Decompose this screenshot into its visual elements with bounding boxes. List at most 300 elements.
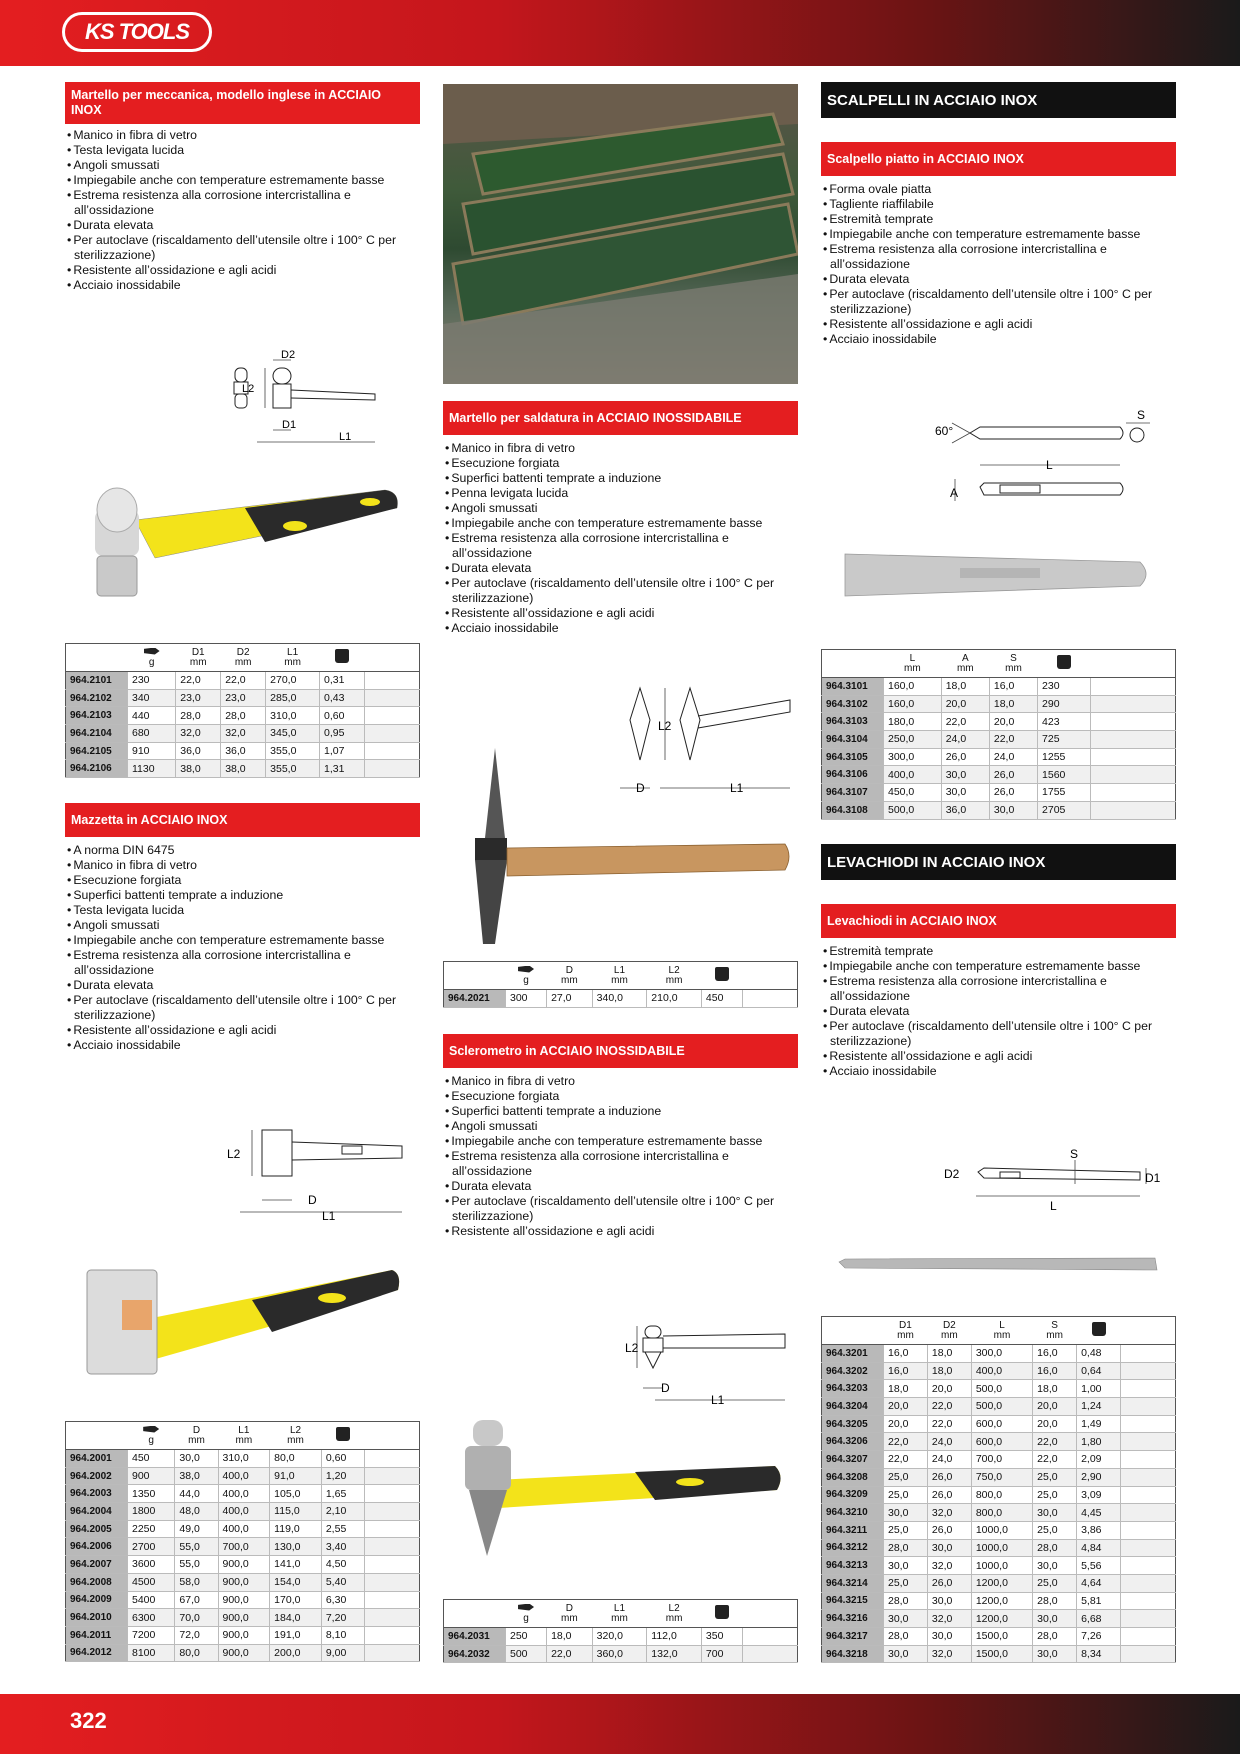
dim-label-l1: L1 (730, 781, 744, 795)
table-row (66, 725, 420, 743)
empty-cell (1121, 1345, 1176, 1363)
table-cell: 320,0 (592, 1628, 647, 1646)
table-cell: 30,0 (1033, 1557, 1077, 1575)
table-cell: 32,0 (221, 725, 266, 743)
col-d1: D1 mm (884, 1317, 928, 1345)
table-cell: 725 (1038, 731, 1091, 749)
table-cell: 22,0 (1033, 1433, 1077, 1451)
table-cell: 210,0 (647, 990, 702, 1008)
table-cell: 7,20 (321, 1609, 364, 1627)
table-cell: 1,80 (1077, 1433, 1121, 1451)
feature-item: • Penna levigata lucida (443, 486, 798, 501)
article-code: 964.2101 (66, 672, 128, 690)
table-cell: 900,0 (218, 1591, 270, 1609)
table-cell: 9,00 (321, 1644, 364, 1662)
article-code: 964.3206 (822, 1433, 884, 1451)
empty-cell (1121, 1468, 1176, 1486)
table-cell: 105,0 (270, 1485, 322, 1503)
article-code: 964.2002 (66, 1467, 128, 1485)
table-cell: 20,0 (884, 1415, 928, 1433)
col-l2: L2 mm (270, 1422, 322, 1450)
article-code: 964.3105 (822, 748, 884, 766)
dim-label-l: L (1050, 1199, 1057, 1213)
table-cell: 26,0 (927, 1521, 971, 1539)
table-cell: 310,0 (266, 707, 320, 725)
table-cell: 5,81 (1077, 1592, 1121, 1610)
article-code: 964.2003 (66, 1485, 128, 1503)
empty-cell (365, 1467, 420, 1485)
table-cell: 22,0 (221, 672, 266, 690)
table-cell: 1200,0 (971, 1592, 1032, 1610)
feature-item: • Acciaio inossidabile (443, 621, 798, 636)
table-cell: 28,0 (176, 707, 221, 725)
page-number: 322 (70, 1708, 107, 1733)
table-row (66, 1485, 420, 1503)
empty-cell (1121, 1557, 1176, 1575)
table-cell: 750,0 (971, 1468, 1032, 1486)
table-cell: 18,0 (927, 1345, 971, 1363)
table-row (822, 731, 1176, 749)
article-code: 964.3216 (822, 1610, 884, 1628)
empty-cell (1091, 766, 1176, 784)
col-l2: L2 mm (647, 1600, 702, 1628)
table-cell: 4500 (128, 1573, 175, 1591)
table-row (822, 1451, 1176, 1469)
table-cell: 32,0 (927, 1557, 971, 1575)
table-cell: 0,43 (320, 689, 365, 707)
article-code: 964.2102 (66, 689, 128, 707)
table-cell: 600,0 (971, 1415, 1032, 1433)
table-cell: 2,09 (1077, 1451, 1121, 1469)
article-code: 964.3104 (822, 731, 884, 749)
table-cell: 72,0 (175, 1626, 218, 1644)
table-cell: 22,0 (884, 1451, 928, 1469)
table-cell: 1255 (1038, 748, 1091, 766)
empty-cell (365, 725, 420, 743)
table-row (822, 801, 1176, 819)
table-cell: 1200,0 (971, 1574, 1032, 1592)
table-cell: 1000,0 (971, 1539, 1032, 1557)
empty-cell (1091, 801, 1176, 819)
table-cell: 18,0 (547, 1628, 593, 1646)
chisel-dimension-drawing (930, 405, 1200, 515)
table-cell: 154,0 (270, 1573, 322, 1591)
table-cell: 22,0 (1033, 1451, 1077, 1469)
table-row (822, 1539, 1176, 1557)
empty-cell (1091, 748, 1176, 766)
empty-cell (365, 1626, 420, 1644)
table-cell: 30,0 (1033, 1504, 1077, 1522)
table-cell: 1,24 (1077, 1398, 1121, 1416)
empty-cell (1121, 1592, 1176, 1610)
article-code: 964.3203 (822, 1380, 884, 1398)
article-code: 964.2032 (444, 1645, 506, 1663)
sclerometer-dimension-drawing (625, 1318, 795, 1408)
table-cell: 600,0 (971, 1433, 1032, 1451)
table-cell: 115,0 (270, 1503, 322, 1521)
table-cell: 7,26 (1077, 1628, 1121, 1646)
dim-label-d2: D2 (281, 350, 296, 361)
table-cell: 112,0 (647, 1628, 702, 1646)
empty-cell (1121, 1415, 1176, 1433)
table-cell: 24,0 (927, 1433, 971, 1451)
table-cell: 32,0 (927, 1645, 971, 1663)
table-cell: 3600 (128, 1556, 175, 1574)
table-row (822, 1610, 1176, 1628)
dim-label-l2: L2 (227, 1147, 241, 1161)
table-cell: 24,0 (927, 1451, 971, 1469)
empty-cell (365, 760, 420, 778)
table-row (66, 1503, 420, 1521)
table-cell: 16,0 (1033, 1345, 1077, 1363)
feature-list (443, 1068, 798, 1239)
col-l1: L1 mm (592, 962, 647, 990)
weight-arrow-icon (143, 1426, 159, 1433)
table-cell: 30,0 (1033, 1610, 1077, 1628)
table-cell: 18,0 (927, 1362, 971, 1380)
empty-cell (365, 1520, 420, 1538)
dim-label-l2: L2 (242, 383, 255, 395)
empty-cell (1121, 1504, 1176, 1522)
table-cell: 0,95 (320, 725, 365, 743)
table-row (66, 1626, 420, 1644)
col-g-weight (701, 962, 742, 990)
weight-arrow-icon (518, 1604, 534, 1611)
table-cell: 55,0 (175, 1538, 218, 1556)
feature-item: • Estrema resistenza alla corrosione intercristallina e all’ossidazione (443, 1149, 798, 1179)
spec-table-sclerometro (443, 1599, 798, 1663)
table-cell: 0,48 (1077, 1345, 1121, 1363)
table-cell: 270,0 (266, 672, 320, 690)
table-cell: 310,0 (218, 1450, 270, 1468)
kg-weight-icon (1092, 1322, 1106, 1336)
col-d2: D2 mm (927, 1317, 971, 1345)
dim-label-l2: L2 (658, 719, 672, 733)
table-row (822, 1521, 1176, 1539)
table-cell: 24,0 (941, 731, 989, 749)
table-cell: 28,0 (1033, 1539, 1077, 1557)
table-cell: 1,65 (321, 1485, 364, 1503)
dim-label-l1: L1 (339, 431, 352, 443)
table-cell: 32,0 (927, 1610, 971, 1628)
feature-item: • Resistente all’ossidazione e agli acidi (821, 1049, 1176, 1064)
feature-item: • Angoli smussati (443, 501, 798, 516)
table-cell: 28,0 (1033, 1628, 1077, 1646)
article-code: 964.2009 (66, 1591, 128, 1609)
table-row (66, 742, 420, 760)
col-l2: L2 mm (647, 962, 702, 990)
table-cell: 22,0 (176, 672, 221, 690)
feature-list (65, 124, 420, 293)
kg-weight-icon (336, 1427, 350, 1441)
dim-label-d: D (661, 1381, 670, 1395)
spec-table-levachiodi (821, 1316, 1176, 1663)
col-weight: g (506, 962, 547, 990)
empty-cell (365, 1591, 420, 1609)
table-row (822, 1345, 1176, 1363)
empty-cell (743, 1628, 798, 1646)
table-row (66, 1467, 420, 1485)
table-cell: 25,0 (1033, 1486, 1077, 1504)
table-cell: 700,0 (218, 1538, 270, 1556)
article-code: 964.3106 (822, 766, 884, 784)
table-row (66, 689, 420, 707)
table-cell: 30,0 (884, 1645, 928, 1663)
table-cell: 30,0 (927, 1628, 971, 1646)
article-code: 964.3202 (822, 1362, 884, 1380)
dim-label-l: L (1046, 458, 1053, 472)
table-cell: 4,45 (1077, 1504, 1121, 1522)
table-cell: 2705 (1038, 801, 1091, 819)
weight-icon (1057, 655, 1071, 669)
table-cell: 30,0 (884, 1504, 928, 1522)
dim-label-s: S (1070, 1148, 1079, 1161)
table-cell: 340,0 (592, 990, 647, 1008)
feature-item: • Manico in fibra di vetro (443, 441, 798, 456)
feature-item: • Impiegabile anche con temperature estremamente basse (65, 933, 420, 948)
article-code: 964.2104 (66, 725, 128, 743)
table-cell: 4,84 (1077, 1539, 1121, 1557)
table-cell: 25,0 (1033, 1521, 1077, 1539)
table-cell: 3,86 (1077, 1521, 1121, 1539)
empty-cell (365, 689, 420, 707)
article-code: 964.3205 (822, 1415, 884, 1433)
table-cell: 44,0 (175, 1485, 218, 1503)
article-code: 964.3207 (822, 1451, 884, 1469)
table-cell: 360,0 (592, 1645, 647, 1663)
table-cell: 22,0 (547, 1645, 593, 1663)
table-row (822, 1645, 1176, 1663)
table-cell: 6300 (128, 1609, 175, 1627)
category-title-scalpelli: SCALPELLI IN ACCIAIO INOX (821, 82, 1176, 118)
dim-label-l2: L2 (625, 1341, 639, 1355)
table-cell: 36,0 (221, 742, 266, 760)
feature-item: • Resistente all’ossidazione e agli acidi (65, 263, 420, 278)
table-row (66, 1520, 420, 1538)
table-cell: 1500,0 (971, 1645, 1032, 1663)
table-cell: 4,50 (321, 1556, 364, 1574)
feature-item: • Per autoclave (riscaldamento dell’utensile oltre i 100° C per sterilizzazione) (821, 1019, 1176, 1049)
article-code: 964.2001 (66, 1450, 128, 1468)
feature-item: • Estrema resistenza alla corrosione intercristallina e all’ossidazione (821, 242, 1176, 272)
table-cell: 67,0 (175, 1591, 218, 1609)
table-cell: 680 (128, 725, 176, 743)
table-cell: 500,0 (971, 1398, 1032, 1416)
table-cell: 25,0 (1033, 1468, 1077, 1486)
table-cell: 7200 (128, 1626, 175, 1644)
table-row (822, 1592, 1176, 1610)
table-cell: 22,0 (884, 1433, 928, 1451)
col-d2: D2 mm (221, 644, 266, 672)
table-cell: 400,0 (218, 1503, 270, 1521)
table-cell: 160,0 (884, 695, 942, 713)
table-cell: 16,0 (884, 1345, 928, 1363)
table-cell: 1,49 (1077, 1415, 1121, 1433)
section-title-scalpello-piatto: Scalpello piatto in ACCIAIO INOX (821, 142, 1176, 176)
table-cell: 18,0 (884, 1380, 928, 1398)
col-l1: L1 mm (218, 1422, 270, 1450)
table-cell: 1560 (1038, 766, 1091, 784)
table-cell: 38,0 (176, 760, 221, 778)
table-cell: 1,07 (320, 742, 365, 760)
empty-cell (365, 1485, 420, 1503)
table-row (822, 695, 1176, 713)
table-row (822, 1415, 1176, 1433)
empty-cell (365, 672, 420, 690)
table-cell: 1000,0 (971, 1521, 1032, 1539)
table-cell: 6,30 (321, 1591, 364, 1609)
table-row (822, 1468, 1176, 1486)
empty-cell (1121, 1451, 1176, 1469)
article-code: 964.2010 (66, 1609, 128, 1627)
empty-cell (1121, 1574, 1176, 1592)
table-cell: 900,0 (218, 1626, 270, 1644)
feature-list (821, 176, 1176, 347)
article-code: 964.2006 (66, 1538, 128, 1556)
table-cell: 16,0 (884, 1362, 928, 1380)
article-code: 964.3204 (822, 1398, 884, 1416)
table-row (66, 1538, 420, 1556)
table-row (66, 1644, 420, 1662)
table-cell: 191,0 (270, 1626, 322, 1644)
table-cell: 0,64 (1077, 1362, 1121, 1380)
table-cell: 55,0 (175, 1556, 218, 1574)
table-cell: 36,0 (941, 801, 989, 819)
empty-cell (1091, 731, 1176, 749)
feature-item: • Durata elevata (443, 561, 798, 576)
table-cell: 0,60 (321, 1450, 364, 1468)
table-cell: 25,0 (884, 1468, 928, 1486)
empty-cell (1121, 1380, 1176, 1398)
feature-item: • Durata elevata (821, 1004, 1176, 1019)
table-cell: 30,0 (941, 766, 989, 784)
table-row (822, 1362, 1176, 1380)
table-cell: 30,0 (927, 1592, 971, 1610)
section-mazzetta (65, 803, 420, 1053)
feature-item: • Resistente all’ossidazione e agli acidi (443, 606, 798, 621)
table-cell: 5400 (128, 1591, 175, 1609)
feature-item: • Esecuzione forgiata (443, 456, 798, 471)
section-levachiodi (821, 844, 1176, 1079)
empty-cell (1121, 1398, 1176, 1416)
feature-item: • Esecuzione forgiata (65, 873, 420, 888)
article-code: 964.2005 (66, 1520, 128, 1538)
table-row (822, 713, 1176, 731)
col-weight: g (506, 1600, 547, 1628)
table-row (822, 1504, 1176, 1522)
table-cell: 32,0 (176, 725, 221, 743)
empty-cell (1091, 695, 1176, 713)
nail-puller-image (835, 1250, 1165, 1280)
feature-item: • Manico in fibra di vetro (65, 128, 420, 143)
table-row (822, 1486, 1176, 1504)
dim-label-angle: 60° (935, 424, 954, 438)
table-cell: 16,0 (1033, 1362, 1077, 1380)
section-scalpelli (821, 82, 1176, 347)
empty-cell (365, 742, 420, 760)
ball-peen-hammer-image (85, 480, 405, 630)
table-cell: 24,0 (989, 748, 1037, 766)
table-cell: 38,0 (221, 760, 266, 778)
empty-cell (365, 1538, 420, 1556)
article-code: 964.2004 (66, 1503, 128, 1521)
table-cell: 91,0 (270, 1467, 322, 1485)
empty-cell (1091, 678, 1176, 696)
table-cell: 25,0 (884, 1574, 928, 1592)
weight-arrow-icon (518, 966, 534, 973)
col-d: D mm (547, 962, 593, 990)
empty-cell (365, 707, 420, 725)
feature-item: • Acciaio inossidabile (821, 332, 1176, 347)
feature-item: • Estremità temprate (821, 212, 1176, 227)
article-code: 964.2105 (66, 742, 128, 760)
header-bar (0, 0, 1240, 66)
table-cell: 20,0 (1033, 1415, 1077, 1433)
table-cell: 49,0 (175, 1520, 218, 1538)
dim-label-s: S (1137, 408, 1146, 422)
col-d: D mm (547, 1600, 593, 1628)
table-cell: 132,0 (647, 1645, 702, 1663)
table-cell: 26,0 (927, 1486, 971, 1504)
feature-item: • Resistente all’ossidazione e agli acidi (443, 1224, 798, 1239)
table-cell: 58,0 (175, 1573, 218, 1591)
table-cell: 26,0 (941, 748, 989, 766)
table-row (822, 1398, 1176, 1416)
table-cell: 28,0 (884, 1539, 928, 1557)
table-cell: 900,0 (218, 1556, 270, 1574)
col-s: S mm (1033, 1317, 1077, 1345)
table-cell: 2,90 (1077, 1468, 1121, 1486)
table-cell: 400,0 (218, 1467, 270, 1485)
feature-item: • Impiegabile anche con temperature estremamente basse (65, 173, 420, 188)
table-cell: 20,0 (884, 1398, 928, 1416)
table-cell: 700 (701, 1645, 742, 1663)
col-s: S mm (989, 650, 1037, 678)
table-cell: 28,0 (1033, 1592, 1077, 1610)
feature-item: • Impiegabile anche con temperature estremamente basse (443, 1134, 798, 1149)
col-weight: g (128, 644, 176, 672)
table-cell: 20,0 (941, 695, 989, 713)
article-code: 964.3215 (822, 1592, 884, 1610)
table-cell: 18,0 (1033, 1380, 1077, 1398)
table-cell: 400,0 (218, 1485, 270, 1503)
feature-list (443, 435, 798, 636)
empty-cell (1121, 1362, 1176, 1380)
table-cell: 23,0 (176, 689, 221, 707)
table-cell: 300 (506, 990, 547, 1008)
article-code: 964.2012 (66, 1644, 128, 1662)
table-cell: 2700 (128, 1538, 175, 1556)
table-cell: 800,0 (971, 1504, 1032, 1522)
table-cell: 345,0 (266, 725, 320, 743)
table-cell: 230 (1038, 678, 1091, 696)
article-code: 964.3218 (822, 1645, 884, 1663)
article-code: 964.3212 (822, 1539, 884, 1557)
table-cell: 26,0 (927, 1468, 971, 1486)
table-cell: 4,64 (1077, 1574, 1121, 1592)
section-title-levachiodi: Levachiodi in ACCIAIO INOX (821, 904, 1176, 938)
table-cell: 340 (128, 689, 176, 707)
table-row (822, 748, 1176, 766)
article-code: 964.3107 (822, 784, 884, 802)
table-cell: 22,0 (989, 731, 1037, 749)
table-cell: 0,31 (320, 672, 365, 690)
feature-item: • Angoli smussati (65, 158, 420, 173)
table-cell: 285,0 (266, 689, 320, 707)
article-code: 964.2008 (66, 1573, 128, 1591)
table-cell: 500 (506, 1645, 547, 1663)
table-row (822, 766, 1176, 784)
